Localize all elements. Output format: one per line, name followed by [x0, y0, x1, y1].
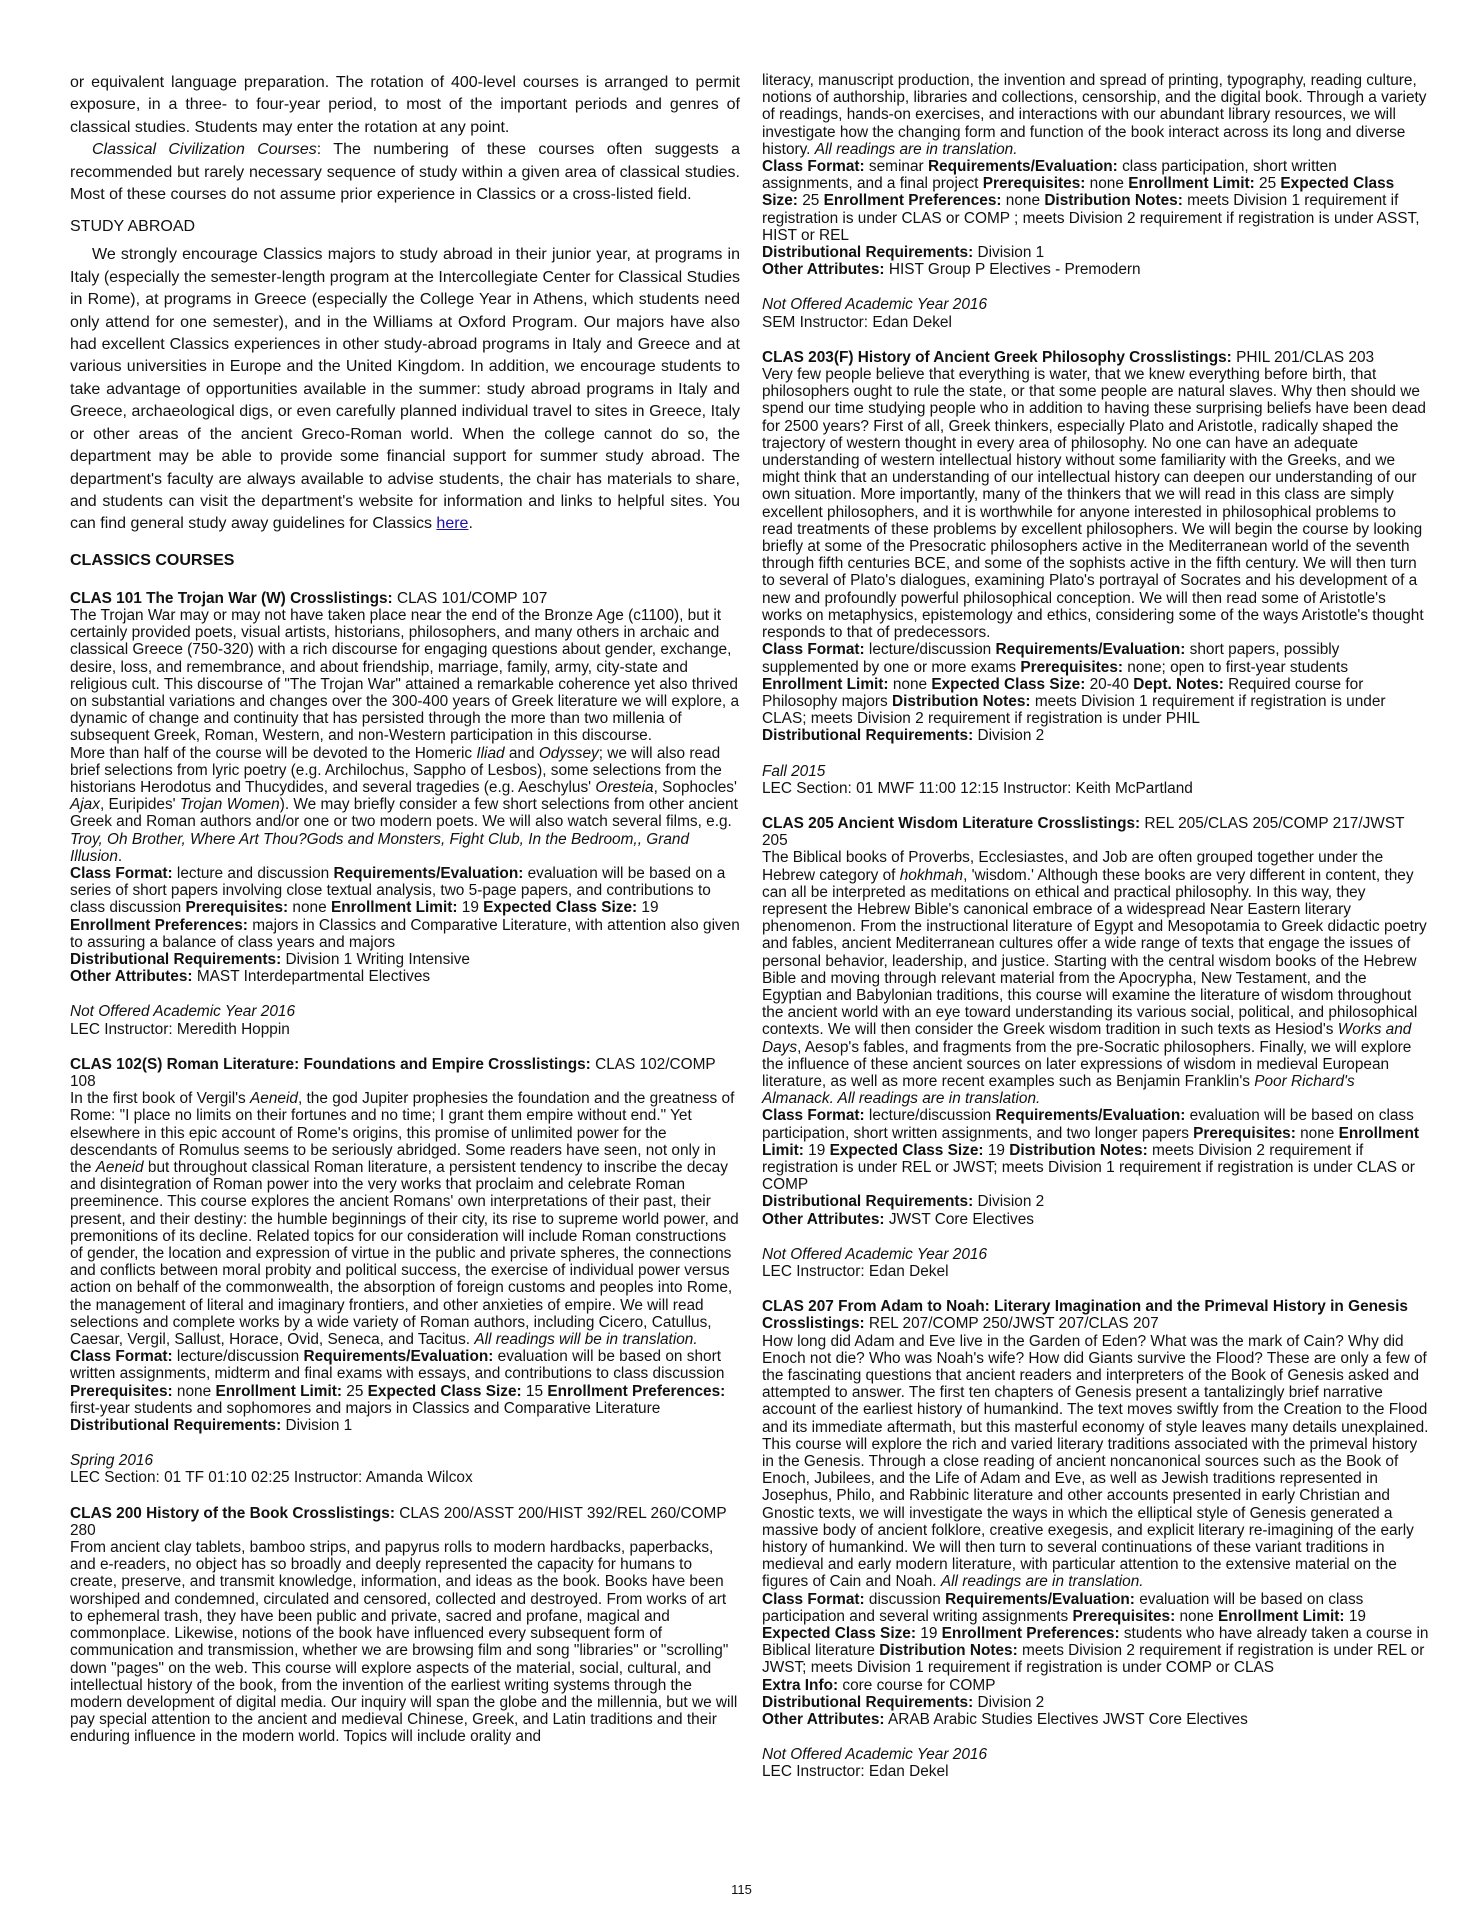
prerequisites-label: Prerequisites:: [185, 899, 289, 917]
study-abroad-end: .: [468, 515, 473, 533]
dept-notes-label: Dept. Notes:: [1133, 675, 1224, 693]
offering-term: Not Offered Academic Year 2016: [70, 1003, 296, 1021]
enrollment-limit-label: Enrollment Limit:: [215, 1382, 342, 1400]
crosslistings-label: Crosslistings:: [1129, 348, 1232, 366]
offering-clas-102: [70, 1452, 740, 1486]
title-works-and-days: Works and Days: [762, 1021, 1412, 1056]
extra-info: [762, 1677, 1430, 1694]
expected-size-label: Expected Class Size:: [483, 899, 638, 917]
study-abroad-paragraph: [70, 244, 740, 535]
course-meta: [70, 1348, 740, 1417]
enrollment-limit-value: 19: [1344, 1607, 1366, 1625]
offering-section: LEC Section: 01 TF 01:10 02:25 Instructor: Amanda Wilcox: [70, 1469, 473, 1487]
desc-text: but throughout classical Roman literature, a persistent tendency to inscribe the decay and disintegration of Roman power into the very works that proclaim and celebrate Roman preeminence. This course explores the ancient Romans' own interpretations of their past, their present, and their destiny: the humble beginnings of their city, its rise to supreme world power, and premonitions of its decline. Related topics for our consideration will include Roman constructions of gender, the location and expression of virtue in the public and private spheres, the connections and conflicts between moral probity and political success, the exercise of individual power versus action on behalf of the commonwealth, the absorption of foreign customs and peoples into Rome, the management of literal and imaginary frontiers, and other anxieties of empire. We will read selections and complete works by a wide variety of Roman authors, including Cicero, Catullus, Caesar, Vergil, Sallust, Horace, Ovid, Seneca, and Tacitus.: [70, 1159, 739, 1349]
class-format-value: lecture/discussion: [864, 641, 996, 659]
enrollment-preferences-label: Enrollment Preferences:: [941, 1625, 1120, 1643]
offering-term: Not Offered Academic Year 2016: [762, 1245, 988, 1263]
offering-section: SEM Instructor: Edan Dekel: [762, 313, 952, 331]
class-format-label: Class Format:: [762, 641, 865, 659]
left-column: [70, 72, 740, 1764]
translation-note: All readings are in translation.: [940, 1573, 1144, 1591]
course-clas-101: [70, 590, 740, 986]
offering-clas-203: [762, 763, 1430, 797]
other-value: MAST Interdepartmental Electives: [192, 968, 431, 986]
class-format-label: Class Format:: [70, 1348, 173, 1366]
requirements-value: evaluation will be based on class participation and several writing assignments: [762, 1590, 1364, 1625]
translation-note: All readings are in translation.: [814, 140, 1018, 158]
requirements-label: Requirements/Evaluation:: [333, 864, 524, 882]
requirements-label: Requirements/Evaluation:: [303, 1348, 494, 1366]
distributional-requirements: [762, 1694, 1430, 1711]
requirements-label: Requirements/Evaluation:: [995, 1107, 1186, 1125]
dept-notes-value: Required course for Philosophy majors: [762, 675, 1364, 710]
distributional-requirements: [70, 1417, 740, 1434]
title-trojan-women: Trojan Women: [179, 796, 280, 814]
distributional-requirements: [70, 951, 740, 968]
dist-value: Division 2: [973, 727, 1045, 745]
course-description-2: [70, 745, 740, 865]
class-format-label: Class Format:: [762, 158, 865, 176]
prerequisites-label: Prerequisites:: [70, 1382, 173, 1400]
title-oresteia: Oresteia: [595, 778, 654, 796]
classics-courses-heading: CLASSICS COURSES: [70, 551, 235, 569]
offering-clas-207: [762, 1746, 1430, 1780]
distribution-notes-value: meets Division 2 requirement if registration is under REL or JWST; meets Division 1 requirement if registration is under COMP or CLAS: [762, 1642, 1425, 1677]
class-format-value: seminar: [864, 158, 928, 176]
crosslistings-value: CLAS 101/COMP 107: [392, 589, 548, 607]
offering-section: LEC Instructor: Edan Dekel: [762, 1263, 949, 1280]
offering-clas-205: [762, 1246, 1430, 1280]
distribution-notes-value: meets Division 1 requirement if registration is under CLAS or COMP ; meets Division 2 requirement if registration is under ASST, HIST or REL: [762, 192, 1420, 244]
dist-value: Division 2: [973, 1193, 1045, 1211]
other-value: HIST Group P Electives - Premodern: [884, 261, 1141, 279]
course-description: The Trojan War may or may not have taken place near the end of the Bronze Age (c1100), but it certainly provided poets, visual artists, historians, philosophers, and many others in archaic and classical Greece (750-320) with a rich discourse for engaging questions about gender, exchange, desire, loss, and remembrance, and about friendship, marriage, family, army, city-state and religious cult. This discourse of "The Trojan War" attained a remarkable coherence yet also thrived on substantial variations and changes over the 300-400 years of Greek literature we will explore, a dynamic of change and continuity that has persisted through the more than two millenia of subsequent Greek, Roman, Western, and non-Western participation in this discourse.: [70, 606, 740, 745]
class-format-value: lecture/discussion: [864, 1107, 996, 1125]
crosslistings-value: CLAS 102/COMP 108: [70, 1055, 716, 1090]
other-attributes: [762, 261, 1430, 278]
enrollment-limit-label: Enrollment Limit:: [762, 1124, 1420, 1159]
prerequisites-label: Prerequisites:: [1072, 1607, 1176, 1625]
requirements-label: Requirements/Evaluation:: [927, 158, 1118, 176]
prerequisites-value: none: [1175, 1607, 1218, 1625]
expected-size-value: 20-40: [1085, 675, 1134, 693]
enrollment-preferences-value: first-year students and sophomores and majors in Classics and Comparative Literature: [70, 1399, 661, 1417]
desc-text: In the first book of Vergil's: [70, 1090, 251, 1108]
study-abroad-text: We strongly encourage Classics majors to study abroad in their junior year, at programs in Italy (especially the semester-length program at the Intercollegiate Center for Classical Studies in Rome), at programs in Greece (especially the College Year in Athens, which students need only attend for one semester), and in the Williams at Oxford Program. Our majors have also had excellent Classics experiences in other study-abroad programs in Italy and Greece and at various universities in Europe and the United Kingdom. In addition, we encourage students to take advantage of opportunities available in the summer: study abroad programs in Italy and Greece, archaeological digs, or even carefully planned individual travel to sites in Greece, Italy or other areas of the ancient Greco-Roman world. When the college cannot do so, the department may be able to provide some financial support for summer study abroad. The department's faculty are always available to advise students, the chair has materials to share, and students can visit the department's website for information and links to helpful sites. You can find general study away guidelines for Classics: [70, 246, 740, 533]
prerequisites-value: none; open to first-year students: [1123, 658, 1349, 676]
enrollment-preferences-value: majors in Classics and Comparative Literature, with attention also given to assuring a balance of class years and majors: [70, 916, 740, 951]
expected-size-label: Expected Class Size:: [762, 1625, 916, 1643]
course-title: CLAS 102(S) Roman Literature: Foundations and Empire: [70, 1055, 484, 1073]
course-description: Very few people believe that everything is water, that we knew everything before birth, that philosophers ought to rule the state, or that some people are natural slaves. Why then should we spend our time studying people who in addition to having these surprising beliefs have been dead for 2500 years? First of all, Greek thinkers, especially Plato and Aristotle, radically shaped the trajectory of western thought in every area of philosophy. No one can have an adequate understanding of western intellectual history without some familiarity with the Greeks, and we might think that an understanding of our intellectual history can deepen our understanding of our own situation. More importantly, many of the thinkers that we will read in this class are simply excellent philosophers, and it is worthwhile for anyone interested in philosophical problems to read treatments of these problems by excellent philosophers. We will begin the course by looking briefly at some of the Presocratic philosophers active in the Mediterranean world of the seventh through fifth centuries BCE, and some of the sophists active in the fifth century. We will then turn to several of Plato's dialogues, examining Plato's portrayal of Socrates and his development of a new and profoundly powerful philosophical conception. We will then read some of Aristotle's works on metaphysics, epistemology and ethics, considering some of the ways Aristotle's thought responds to that of predecessors.: [762, 366, 1426, 642]
dist-label: Distributional Requirements:: [762, 1193, 974, 1211]
class-format-value: discussion: [864, 1590, 946, 1608]
expected-size-value: 25: [797, 192, 824, 210]
course-meta: [762, 158, 1430, 244]
expected-size-label: Expected Class Size:: [367, 1382, 522, 1400]
offering-term: Not Offered Academic Year 2016: [762, 1746, 988, 1764]
extra-info-label: Extra Info:: [762, 1676, 839, 1694]
requirements-value: evaluation will be based on short written assignments, midterm and final exams with essays, and contributions to class discussion: [70, 1348, 725, 1383]
desc-text: and: [504, 744, 539, 762]
requirements-value: evaluation will be based on class participation, short written assignments, and two longer papers: [762, 1107, 1414, 1142]
desc-text: ). We may briefly consider a few short selections from other ancient Greek and Roman authors and/or one or two modern poets. We will also watch several films, e.g.: [70, 796, 738, 831]
course-title: CLAS 205 Ancient Wisdom Literature: [762, 814, 1034, 832]
enrollment-preferences-label: Enrollment Preferences:: [823, 192, 1002, 210]
desc-text: More than half of the course will be devoted to the Homeric: [70, 744, 477, 762]
other-attributes: [762, 1711, 1430, 1728]
course-meta: [70, 865, 740, 951]
requirements-label: Requirements/Evaluation:: [995, 641, 1186, 659]
classical-civ-text: : The numbering of these courses often suggests a recommended but rarely necessary sequence of study within a given area of classical studies. Most of these courses do not assume prior experience in Classics or a cross-listed field.: [70, 141, 741, 204]
extra-info-value: core course for COMP: [838, 1676, 996, 1694]
desc-text: The Biblical books of Proverbs, Ecclesiastes, and Job are often grouped together under the Hebrew category of: [762, 849, 1384, 884]
course-description: [70, 1090, 740, 1348]
classical-civ-lead: Classical Civilization Courses: [92, 141, 317, 159]
intro-paragraph: or equivalent language preparation. The rotation of 400-level courses is arranged to permit exposure, in a three- to four-year period, to most of the important periods and genres of classical studies. Students may enter the rotation at any point.: [70, 74, 740, 136]
translation-note: All readings will be in translation.: [474, 1331, 698, 1349]
course-clas-207: [762, 1298, 1430, 1728]
distributional-requirements: [762, 727, 1430, 744]
classical-civ-paragraph: [70, 139, 740, 206]
course-title: CLAS 101 The Trojan War (W): [70, 589, 286, 607]
offering-clas-101: [70, 1003, 740, 1037]
expected-size-value: 19: [983, 1141, 1010, 1159]
distribution-notes-label: Distribution Notes:: [892, 692, 1031, 710]
prerequisites-label: Prerequisites:: [1020, 658, 1124, 676]
title-poor-richards: Poor Richard's Almanack. All readings are in translation.: [762, 1072, 1355, 1108]
distribution-notes-label: Distribution Notes:: [1044, 192, 1183, 210]
enrollment-preferences-label: Enrollment Preferences:: [547, 1382, 726, 1400]
course-description-continued: [762, 72, 1430, 158]
other-label: Other Attributes:: [762, 1210, 885, 1228]
enrollment-limit-label: Enrollment Limit:: [762, 675, 889, 693]
class-format-label: Class Format:: [70, 864, 173, 882]
crosslistings-label: Crosslistings:: [762, 1315, 865, 1333]
requirements-label: Requirements/Evaluation:: [945, 1590, 1135, 1608]
prerequisites-label: Prerequisites:: [982, 175, 1086, 193]
enrollment-limit-value: 25: [1254, 175, 1281, 193]
dist-label: Distributional Requirements:: [70, 950, 282, 968]
enrollment-preferences-value: students who have already taken a course in Biblical literature: [762, 1625, 1429, 1660]
other-label: Other Attributes:: [70, 968, 193, 986]
term-hokhmah: hokhmah: [899, 866, 964, 884]
title-ajax: Ajax: [70, 796, 100, 814]
requirements-value: evaluation will be based on a series of short papers involving close textual analysis, two 5-page papers, and contributions to class discussion: [70, 864, 726, 917]
offering-term: Spring 2016: [70, 1452, 154, 1470]
course-title: CLAS 200 History of the Book: [70, 1504, 289, 1522]
crosslistings: [762, 1315, 1430, 1332]
distribution-notes-value: meets Division 1 requirement if registration is under CLAS; meets Division 2 requirement if registration is under PHIL: [762, 692, 1386, 728]
other-attributes: [762, 1211, 1430, 1228]
enrollment-limit-value: 25: [342, 1382, 368, 1400]
dist-value: Division 1: [973, 244, 1045, 262]
requirements-value: short papers, possibly supplemented by one or more exams: [762, 641, 1340, 676]
film-titles: Troy, Oh Brother, Where Art Thou?Gods and Monsters, Fight Club, In the Bedroom,, Grand Illusion: [70, 830, 690, 865]
title-odyssey: Odyssey: [538, 744, 599, 762]
enrollment-limit-value: 19: [803, 1141, 830, 1159]
course-title: CLAS 207 From Adam to Noah: Literary Imagination and the Primeval History in Genesis: [762, 1298, 1408, 1316]
course-clas-200-continued: [762, 72, 1430, 278]
prerequisites-value: none: [172, 1382, 216, 1400]
prerequisites-value: none: [288, 899, 331, 917]
desc-text: , Euripides': [99, 796, 180, 814]
course-description: [762, 849, 1430, 1107]
crosslistings-value: REL 207/COMP 250/JWST 207/CLAS 207: [864, 1315, 1159, 1333]
offering-term: Fall 2015: [762, 762, 826, 780]
distributional-requirements: [762, 244, 1430, 261]
enrollment-preferences-label: Enrollment Preferences:: [70, 916, 248, 934]
crosslistings-label: Crosslistings:: [292, 1504, 395, 1522]
enrollment-limit-label: Enrollment Limit:: [330, 899, 458, 917]
expected-size-value: 15: [521, 1382, 544, 1400]
title-aeneid: Aeneid: [250, 1090, 298, 1108]
other-label: Other Attributes:: [762, 261, 885, 279]
title-iliad: Iliad: [476, 744, 505, 762]
other-value: JWST Core Electives: [884, 1210, 1034, 1228]
course-meta: [762, 1107, 1430, 1193]
distribution-notes-label: Distribution Notes:: [1009, 1141, 1148, 1159]
distribution-notes-label: Distribution Notes:: [879, 1642, 1018, 1660]
expected-size-label: Expected Class Size:: [762, 175, 1395, 210]
dist-label: Distributional Requirements:: [762, 1693, 974, 1711]
distribution-notes-value: meets Division 2 requirement if registration is under REL or JWST; meets Division 1 requirement if registration is under CLAS or COMP: [762, 1141, 1415, 1194]
prerequisites-value: none: [1295, 1124, 1339, 1142]
prerequisites-value: none: [1085, 175, 1129, 193]
enrollment-preferences-value: none: [1001, 192, 1045, 210]
desc-text: How long did Adam and Eve live in the Garden of Eden? What was the mark of Cain? Why did Enoch not die? Who was Noah's wife? How did Giants survive the Flood? These are only a few of the fascinating questions that ancient readers and interpreters of the Book of Genesis asked and attempted to answer. The first ten chapters of Genesis present a tantalizingly brief narrative account of the earliest history of humankind. The text moves swiftly from the Creation to the Flood and its immediate aftermath, but this masterful economy of style leaves many details unexplained. This course will explore the rich and varied literary traditions associated with the primeval history in the Genesis. Through a close reading of ancient noncanonical sources such as the Book of Enoch, Jubilees, and the Life of Adam and Eve, as well as Jewish traditions represented in Josephus, Philo, and Rabbinic literature and other accounts presented in early Christian and Gnostic texts, we will investigate the ways in which the elliptical style of Genesis generated a massive body of ancient folklore, creative exegesis, and explicit literary re-imagining of the early history of humankind. We will then turn to several continuations of these variant traditions in medieval and early modern literature, with particular attention to the extensive material on the figures of Cain and Noah.: [762, 1332, 1429, 1591]
dist-label: Distributional Requirements:: [762, 244, 974, 262]
expected-size-label: Expected Class Size:: [931, 675, 1086, 693]
offering-section: LEC Section: 01 MWF 11:00 12:15 Instructor: Keith McPartland: [762, 779, 1193, 797]
desc-text: , Sophocles': [653, 778, 737, 796]
expected-size-value: 19: [915, 1625, 942, 1643]
expected-size-value: 19: [637, 899, 659, 917]
title-aeneid: Aeneid: [95, 1159, 144, 1177]
desc-text: , the god Jupiter prophesies the foundation and the greatness of Rome: "I place no limits on their fortunes and no time; I grant them empire without end." Yet elsewhere in this epic account of Rome's origins, this promise of unlimited power for the descendants of Romulus seems to be seriously abridged. Some readers have seen, not only in the: [70, 1090, 735, 1177]
course-clas-205: [762, 815, 1430, 1228]
class-format-label: Class Format:: [762, 1590, 865, 1608]
other-label: Other Attributes:: [762, 1711, 885, 1729]
offering-section: LEC Instructor: Edan Dekel: [762, 1763, 949, 1781]
other-value: ARAB Arabic Studies Electives JWST Core Electives: [884, 1711, 1248, 1729]
distributional-requirements: [762, 1193, 1430, 1210]
page-number: 115: [731, 1882, 752, 1897]
crosslistings-label: Crosslistings:: [290, 589, 393, 607]
course-description: From ancient clay tablets, bamboo strips, and papyrus rolls to modern hardbacks, paperbacks, and e-readers, no object has so broadly and deeply represented the capacity for humans to create, preserve, and transmit knowledge, information, and ideas as the book. Books have been worshiped and condemned, circulated and censored, collected and destroyed. From works of art to ephemeral trash, they have been public and private, sacred and profane, magical and commonplace. Likewise, notions of the book have influenced every subsequent form of communication and transmission, whether we are browsing film and song "libraries" or "scrolling" down "pages" on the web. This course will explore aspects of the material, social, cultural, and intellectual history of the book, from the invention of the earliest writing systems through the modern development of digital media. Our inquiry will span the globe and the millennia, but we will pay special attention to the ancient and medieval Chinese, Greek, and Latin traditions and their enduring influence in the modern world. Topics will include orality and: [70, 1539, 738, 1746]
desc-text: .: [117, 847, 123, 865]
course-description: [762, 1333, 1430, 1591]
crosslistings-value: PHIL 201/CLAS 203: [1231, 348, 1375, 366]
desc-text: literacy, manuscript production, the invention and spread of printing, typography, reading culture, notions of authorship, libraries and collections, censorship, and the digital book. Through a variety of readings, hands-on exercises, and interactions with our abundant library resources, we will investigate how the changing form and function of the book interact across its long and diverse history.: [762, 72, 1427, 158]
enrollment-limit-label: Enrollment Limit:: [1218, 1607, 1345, 1625]
right-column: [762, 72, 1430, 1799]
crosslistings-value: CLAS 200/ASST 200/HIST 392/REL 260/COMP 280: [70, 1504, 727, 1539]
course-clas-200: [70, 1505, 740, 1746]
desc-text: , 'wisdom.' Although these books are very different in content, they can all be interpreted as meditations on ethical and practical philosophy. In this way, they represent the Hebrew Bible's canonical embrace of a widespread Near Eastern literary phenomenon. From the instructional literature of Egypt and Mesopotamia to Greek didactic poetry and fables, ancient Mediterranean cultures offer a wide range of texts that engage the issues of personal behavior, leadership, and justice. Starting with the central wisdom books of the Hebrew Bible and moving through relevant material from the Apocrypha, New Testament, and the Egyptian and Babylonian traditions, this course will examine the literature of wisdom throughout the ancient world with an eye toward understanding its various social, political, and philosophical contexts. We will then consider the Greek wisdom tradition in such texts as Hesiod's: [762, 866, 1427, 1039]
dist-label: Distributional Requirements:: [70, 1417, 282, 1435]
class-format-label: Class Format:: [762, 1107, 865, 1125]
study-away-link[interactable]: here: [436, 515, 469, 533]
class-format-value: lecture/discussion: [172, 1348, 304, 1366]
dist-label: Distributional Requirements:: [762, 727, 974, 745]
desc-text: , Aesop's fables, and fragments from the pre-Socratic philosophers. Finally, we will explore the influence of these ancient sources on later expressions of wisdom in medieval European literature, as well as more recent examples such as Benjamin Franklin's: [762, 1038, 1412, 1090]
course-clas-102: [70, 1056, 740, 1434]
requirements-value: class participation, short written assignments, and a final project: [762, 158, 1337, 193]
crosslistings-value: REL 205/CLAS 205/COMP 217/JWST 205: [762, 814, 1405, 850]
course-clas-203: [762, 349, 1430, 745]
prerequisites-label: Prerequisites:: [1193, 1124, 1296, 1142]
course-title: CLAS 203(F) History of Ancient Greek Philosophy: [762, 348, 1125, 366]
dist-value: Division 1 Writing Intensive: [281, 950, 470, 968]
enrollment-limit-value: none: [888, 675, 932, 693]
course-meta: [762, 641, 1430, 727]
desc-text: ; we will also read brief selections from lyric poetry (e.g. Archilochus, Sappho of Lesbos), some selections from the historians Herodotus and Thucydides, and several tragedies (e.g. Aeschylus': [70, 744, 722, 796]
dist-value: Division 1: [281, 1417, 353, 1435]
offering-section: LEC Instructor: Meredith Hoppin: [70, 1020, 290, 1038]
expected-size-label: Expected Class Size:: [829, 1141, 984, 1159]
course-meta: [762, 1591, 1430, 1677]
enrollment-limit-label: Enrollment Limit:: [1128, 175, 1255, 193]
crosslistings-label: Crosslistings:: [488, 1055, 591, 1073]
dist-value: Division 2: [973, 1693, 1045, 1711]
class-format-value: lecture and discussion: [172, 864, 334, 882]
offering-clas-200: [762, 296, 1430, 330]
crosslistings-label: Crosslistings:: [1037, 814, 1141, 832]
other-attributes: [70, 968, 740, 985]
offering-term: Not Offered Academic Year 2016: [762, 296, 988, 314]
study-abroad-heading: STUDY ABROAD: [70, 218, 196, 236]
enrollment-limit-value: 19: [457, 899, 484, 917]
